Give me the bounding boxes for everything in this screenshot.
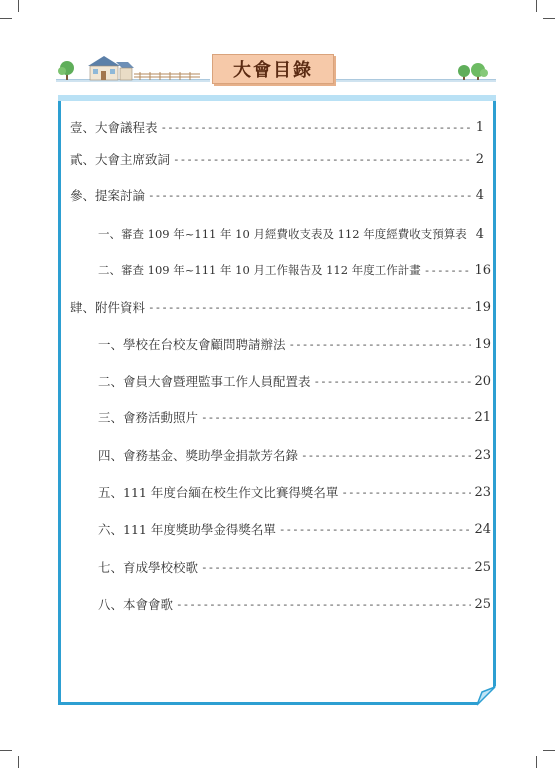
toc-entry <box>70 297 491 317</box>
toc-entry-label: 二、會員大會暨理監事工作人員配置表 <box>98 374 311 389</box>
toc-entry-label: 二、審查 109 年~111 年 10 月工作報告及 112 年度工作計畫 <box>98 263 421 277</box>
toc-entry-label: 肆、附件資料 <box>70 300 146 315</box>
toc-entry-page: 19 <box>474 336 491 352</box>
crop-mark <box>18 756 19 768</box>
toc-entry-label: 八、本會會歌 <box>98 597 174 612</box>
tree-icon <box>458 63 488 80</box>
toc-leader <box>148 301 471 314</box>
toc-leader <box>314 375 472 388</box>
toc-leader <box>289 338 472 351</box>
toc-entry-page: 25 <box>474 559 491 575</box>
page-curl-icon <box>474 684 498 708</box>
toc-entry <box>70 117 484 137</box>
toc-entry <box>98 594 491 614</box>
toc-entry-label: 壹、大會議程表 <box>70 120 158 135</box>
toc-entry <box>98 260 491 280</box>
toc-entry <box>98 557 491 577</box>
house-icon <box>88 56 134 80</box>
toc-entry <box>98 407 491 427</box>
toc-entry-page: 24 <box>474 521 491 537</box>
toc-leader <box>173 153 471 166</box>
toc-leader <box>341 486 471 499</box>
tree-icon <box>58 61 74 80</box>
toc-leader <box>201 561 471 574</box>
toc-entry-label: 四、會務基金、獎助學金捐款芳名錄 <box>98 448 299 463</box>
crop-mark <box>543 750 555 751</box>
toc-entry-page: 1 <box>475 119 484 135</box>
toc-entry <box>98 371 491 391</box>
toc-entry-page: 23 <box>474 484 491 500</box>
toc-leader <box>148 189 471 202</box>
toc-entry-page: 2 <box>475 151 484 167</box>
toc-entry-page: 23 <box>474 447 491 463</box>
toc-entry-page: 21 <box>474 409 491 425</box>
toc-leader <box>161 121 471 134</box>
toc-leader <box>176 598 471 611</box>
toc-entry-label: 五、111 年度台緬在校生作文比賽得獎名單 <box>98 485 339 500</box>
toc-entry-label: 三、會務活動照片 <box>98 410 199 425</box>
fence-icon <box>134 72 200 80</box>
toc-entry-page: 19 <box>474 299 491 315</box>
toc-entry-page: 4 <box>475 226 484 242</box>
toc-entry-label: 七、育成學校校歌 <box>98 560 199 575</box>
toc-entry <box>98 519 491 539</box>
toc-entry-label: 參、提案討論 <box>70 188 146 203</box>
toc-entry-page: 25 <box>474 596 491 612</box>
toc-leader <box>279 523 472 536</box>
crop-mark <box>0 750 12 751</box>
toc-entry <box>98 482 491 502</box>
toc-entry-label: 貳、大會主席致詞 <box>70 152 171 167</box>
toc-entry-page: 20 <box>474 373 491 389</box>
toc-entry <box>98 334 491 354</box>
crop-mark <box>536 756 537 768</box>
toc-entry <box>98 445 491 465</box>
toc-entry <box>70 185 484 205</box>
toc-entry <box>98 224 484 244</box>
page-title: 大會目錄 <box>212 54 334 84</box>
toc-leader <box>424 264 472 277</box>
toc-entry <box>70 149 484 169</box>
toc-entry-page: 16 <box>474 262 491 278</box>
toc-entry-label: 一、審查 109 年~111 年 10 月經費收支表及 112 年度經費收支預算表 <box>98 227 467 241</box>
toc-leader <box>201 411 471 424</box>
toc-leader <box>470 228 471 241</box>
toc-entry-label: 一、學校在台校友會顧問聘請辦法 <box>98 337 286 352</box>
toc-entry-page: 4 <box>475 187 484 203</box>
toc-entry-label: 六、111 年度獎助學金得獎名單 <box>98 522 276 537</box>
toc-leader <box>301 449 471 462</box>
frame-top-band <box>58 95 496 101</box>
